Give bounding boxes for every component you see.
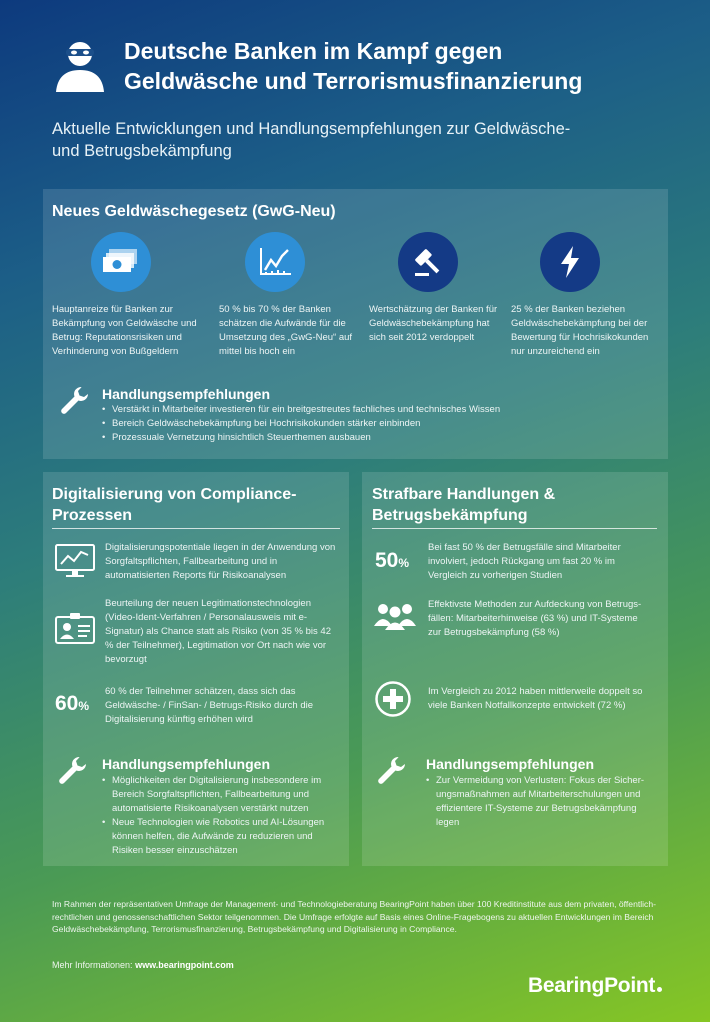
wrench-icon	[59, 384, 91, 421]
more-info	[52, 960, 234, 970]
list-item: • Möglichkeiten der Digitalisierung insbesondere im Bereich Sorgfaltspflichten, Fallbearbeitung und automatisierte Risikoanalysen verstärkt nutzen	[102, 774, 338, 816]
gwg-item-text: 25 % der Banken beziehen Geldwäschebekämpfung bei der Bewertung für Hochrisikokunden nur unzureichend ein	[511, 304, 649, 357]
gwg-item-text: 50 % bis 70 % der Banken schätzen die Aufwände für die Umsetzung des „GwG-Neu“ auf mittel bis hoch ein	[219, 304, 353, 357]
fraud-row-text: Effektivste Methoden zur Aufdeckung von Betrugs-fällen: Mitarbeiterhinweise (63 %) und IT-Systeme zur Betrugsbekämpfung (58 %)	[428, 599, 642, 638]
fraud-row-text: Bei fast 50 % der Betrugsfälle sind Mitarbeiter involviert, jedoch Rückgang um fast 20 % im Vergleich zu vorherigen Studien	[428, 542, 621, 581]
footer-text: Im Rahmen der repräsentativen Umfrage der Management- und Technologieberatung BearingPoint haben über 100 Kreditinstitute aus dem privaten, öffentlich-rechtlichen und genossenschaftlichen Sektor teilgenommen. Die Umfrage erfolgte auf Basis eines Online-Fragebogens zu aktuellen Entwicklungen im Bereich Geldwäschebekämpfung, Terrorismusfinanzierung, Betrugsbekämpfung und Digitalisierung in Compliance.	[52, 899, 656, 934]
lightning-icon	[540, 232, 600, 292]
recommendations-list	[102, 774, 338, 858]
divider	[372, 528, 657, 529]
bearingpoint-logo: BearingPoint	[528, 974, 662, 998]
recommendations-list	[102, 403, 662, 445]
list-item: • Prozessuale Vernetzung hinsichtlich Steuerthemen ausbauen	[102, 431, 662, 445]
gwg-item-text: Hauptanreize für Banken zur Bekämpfung von Geldwäsche und Betrug: Reputationsrisiken und Verhinderung von Bußgeldern	[52, 304, 197, 357]
recommendations-title: Handlungsempfehlungen	[102, 756, 270, 772]
divider	[52, 528, 340, 529]
recommendations-title: Handlungsempfehlungen	[426, 756, 594, 772]
gwg-panel-title: Neues Geldwäschegesetz (GwG-Neu)	[52, 203, 336, 220]
gwg-panel	[43, 189, 668, 459]
digital-row-text: Digitalisierungspotentiale liegen in der Anwendung von Sorgfaltspflichten, Fallbearbeitung und in automatisierten Reports für Risikoanalysen	[105, 542, 336, 581]
plus-circle-icon	[374, 680, 412, 723]
fraud-panel-title: Strafbare Handlungen & Betrugsbekämpfung	[372, 486, 556, 524]
page-subtitle: Aktuelle Entwicklungen und Handlungsempfehlungen zur Geldwäsche- und Betrugsbekämpfung	[52, 120, 571, 160]
people-group-icon	[374, 602, 416, 635]
wrench-icon	[376, 754, 408, 791]
digital-panel-title: Digitalisierung von Compliance- Prozessen	[52, 486, 297, 524]
list-item: • Zur Vermeidung von Verlusten: Fokus der Sicher-ungsmaßnahmen auf Mitarbeiterschulungen und effizientere IT-Systeme zur Betrugsbekämpfung legen	[426, 774, 651, 830]
masked-person-icon	[52, 40, 108, 92]
fraud-row-text: Im Vergleich zu 2012 haben mittlerweile doppelt so viele Banken Notfallkonzepte entwickelt (72 %)	[428, 686, 643, 711]
list-item: • Neue Technologien wie Robotics und AI-Lösungen können helfen, die Aufwände zu reduzieren und Risiken besser einzuschätzen	[102, 816, 338, 858]
page-title: Deutsche Banken im Kampf gegen Geldwäsche und Terrorismusfinanzierung	[124, 38, 583, 94]
money-bills-icon	[91, 232, 151, 292]
digital-row-text: 60 % der Teilnehmer schätzen, dass sich das Geldwäsche- / FinSan- / Betrugs-Risiko durch die Digitalisierung künftig erhöhen wird	[105, 686, 314, 725]
list-item: • Verstärkt in Mitarbeiter investieren für ein breitgestreutes fachliches und technisches Wissen	[102, 403, 662, 417]
wrench-icon	[57, 754, 89, 791]
gavel-icon	[398, 232, 458, 292]
more-info-label: Mehr Informationen:	[52, 960, 133, 970]
website-link[interactable]: www.bearingpoint.com	[135, 960, 234, 970]
fraud-panel	[362, 472, 668, 866]
stat-value: 60%	[55, 692, 90, 715]
id-card-icon	[55, 612, 95, 649]
monitor-chart-icon	[55, 544, 95, 583]
recommendations-list	[426, 774, 651, 830]
digital-row-text: Beurteilung der neuen Legitimationstechnologien (Video-Ident-Verfahren / Personalausweis mit e-Signatur) als Chance statt als Risiko (von 35 % bis 42 % der Teilnehmer), Legitimation vor Ort nach wie vor bevorzugt	[105, 598, 331, 665]
recommendations-title: Handlungsempfehlungen	[102, 386, 270, 402]
list-item: • Bereich Geldwäschebekämpfung bei Hochrisikokunden stärker einbinden	[102, 417, 662, 431]
stat-value: 50%	[375, 549, 410, 572]
rising-chart-icon	[245, 232, 305, 292]
digital-panel	[43, 472, 349, 866]
gwg-item-text: Wertschätzung der Banken für Geldwäschebekämpfung hat sich seit 2012 verdoppelt	[369, 304, 498, 343]
